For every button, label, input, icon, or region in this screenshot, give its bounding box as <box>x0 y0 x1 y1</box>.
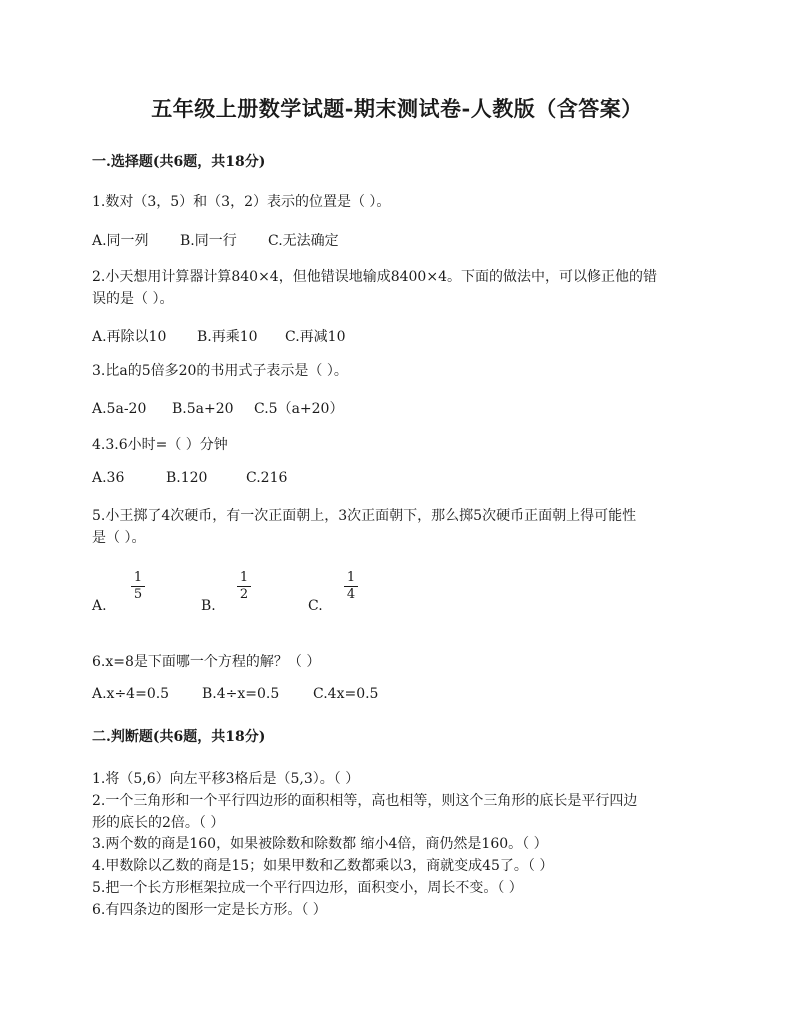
fraction-c <box>344 571 358 602</box>
fraction-b-denominator: 2 <box>239 587 249 602</box>
page-title: 五年级上册数学试题-期末测试卷-人教版（含答案） <box>151 96 643 121</box>
judgment-item: 4.甲数除以乙数的商是15；如果甲数和乙数都乘以3，商就变成45了。（ ） <box>92 858 554 874</box>
fraction-a <box>131 571 145 602</box>
option-a: A.再除以10 <box>92 329 167 345</box>
option-b: B.120 <box>166 470 208 486</box>
option-b: B.4÷x=0.5 <box>202 686 280 702</box>
fraction-a-numerator: 1 <box>133 570 143 585</box>
question-2-line-1: 2.小天想用计算器计算840×4，但他错误地输成8400×4。下面的做法中，可以修正他的错 <box>92 269 657 285</box>
section-heading-choice: 一.选择题(共6题，共18分) <box>92 154 266 170</box>
question-3-options <box>92 398 343 418</box>
fraction-b-numerator: 1 <box>239 570 249 585</box>
question-4-options <box>92 470 287 486</box>
judgment-item: 1.将（5,6）向左平移3格后是（5,3）。（ ） <box>92 771 360 787</box>
section-heading-judgment: 二.判断题(共6题，共18分) <box>92 729 266 745</box>
option-c: C.216 <box>246 470 288 486</box>
option-a: A.36 <box>92 470 125 486</box>
option-c: C.5（a+20） <box>254 401 344 417</box>
judgment-item: 2.一个三角形和一个平行四边形的面积相等，高也相等，则这个三角形的底长是平行四边 <box>92 793 638 809</box>
question-2-line-2: 误的是（ ）。 <box>92 291 174 307</box>
judgment-item: 3.两个数的商是160，如果被除数和除数都 缩小4倍，商仍然是160。（ ） <box>92 836 548 852</box>
option-c-label: C. <box>308 598 323 614</box>
fraction-a-denominator: 5 <box>133 587 143 602</box>
judgment-item-continued: 形的底长的2倍。（ ） <box>92 815 225 831</box>
fraction-c-denominator: 4 <box>346 587 356 602</box>
question-6: 6.x=8是下面哪一个方程的解？（ ） <box>92 654 321 670</box>
option-a: A.5a-20 <box>92 401 147 417</box>
option-c: C.4x=0.5 <box>313 686 379 702</box>
option-c: C.再减10 <box>285 329 346 345</box>
option-b: B.5a+20 <box>172 401 234 417</box>
option-a: A.同一列 <box>92 233 149 249</box>
fraction-c-numerator: 1 <box>346 570 356 585</box>
option-b: B.同一行 <box>180 233 237 249</box>
option-a: A.x÷4=0.5 <box>92 686 170 702</box>
option-b-label: B. <box>201 598 216 614</box>
question-3: 3.比a的5倍多20的书用式子表示是（ ）。 <box>92 363 348 379</box>
question-2-options <box>92 326 345 346</box>
question-1: 1.数对（3，5）和（3，2）表示的位置是（ ）。 <box>92 194 391 210</box>
option-b: B.再乘10 <box>197 329 258 345</box>
judgment-item: 6.有四条边的图形一定是长方形。（ ） <box>92 902 327 918</box>
question-6-options <box>92 686 378 702</box>
option-c: C.无法确定 <box>268 233 339 249</box>
option-a-label: A. <box>92 598 107 614</box>
question-1-options <box>92 230 339 250</box>
judgment-item: 5.把一个长方形框架拉成一个平行四边形，面积变小，周长不变。（ ） <box>92 880 523 896</box>
question-5-line-2: 是（ ）。 <box>92 530 146 546</box>
question-4: 4.3.6小时=（ ）分钟 <box>92 437 228 453</box>
fraction-b <box>237 571 251 602</box>
question-5-line-1: 5.小王掷了4次硬币，有一次正面朝上，3次正面朝下，那么掷5次硬币正面朝上得可能性 <box>92 508 637 524</box>
